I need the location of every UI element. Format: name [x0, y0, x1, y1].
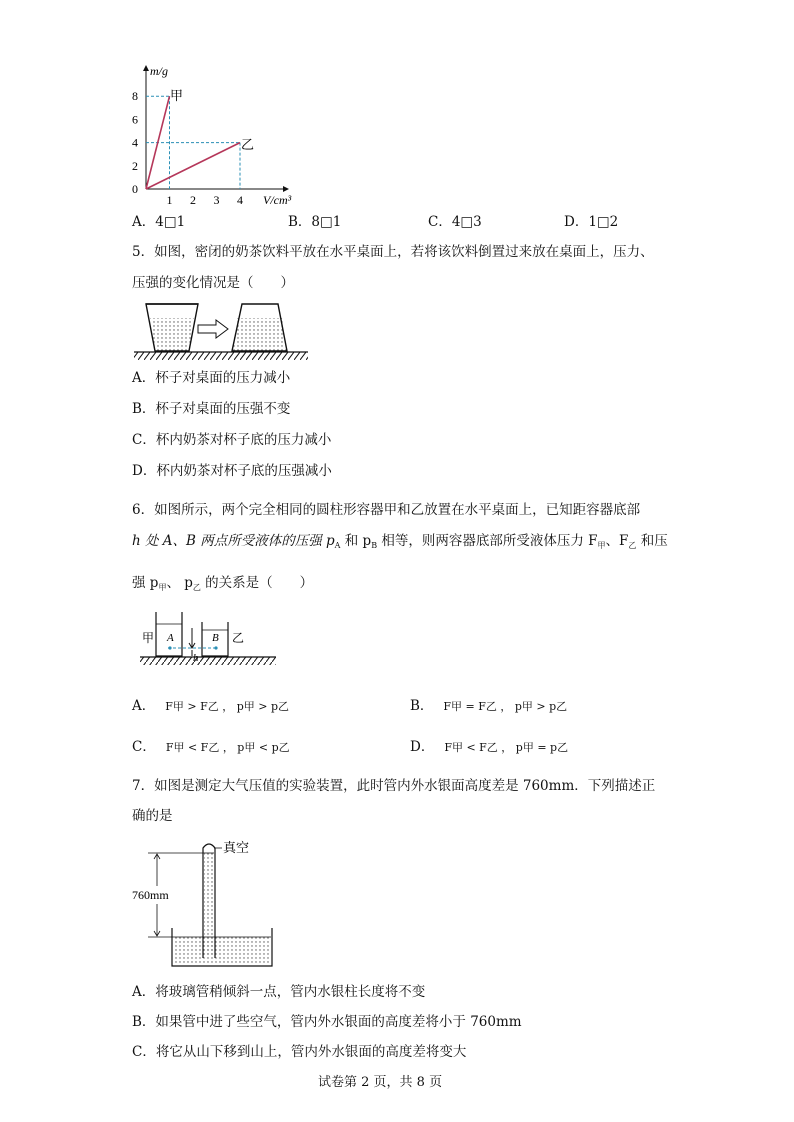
q4-option-d: D．1□2: [564, 214, 619, 230]
q6-stem-line3: 强 $p_甲$、 $p_乙$ 的关系是（ ）: [132, 575, 314, 592]
q6-option-a: A． F甲 > F乙 ， p甲 > p乙: [132, 698, 290, 714]
vacuum-label: 真空: [223, 840, 250, 855]
plot-marks: [146, 96, 240, 189]
q7-option-c: C．将它从山下移到山上，管内外水银面的高度差将变大: [132, 1044, 467, 1060]
x-tick-labels: [167, 193, 244, 207]
q7-option-a: A．将玻璃管稍倾斜一点，管内水银柱长度将不变: [132, 984, 426, 1000]
q6-option-c: C． F甲 < F乙 ， p甲 < p乙: [132, 739, 290, 755]
arrow-icon: [198, 320, 228, 338]
q6-stem-line1: 6．如图所示，两个完全相同的圆柱形容器甲和乙放置在水平桌面上，已知距容器底部: [132, 502, 641, 518]
q5-option-a: A．杯子对桌面的压力减小: [132, 370, 291, 386]
fig-point-b: B: [212, 632, 219, 644]
cup2-liquid: [232, 318, 287, 351]
milk-tea-cup-figure: [132, 296, 312, 362]
two-containers-figure: [140, 606, 290, 668]
q6-stem-line2: h 处 A、B 两点所受液体的压强 $p_A$ 和 $p_B$ 相等，则两容器底部所受液体压力 $F_甲$、$F_乙$ 和压: [132, 533, 668, 550]
y-tick-label: 6: [132, 112, 138, 127]
q4-option-b: B．8□1: [288, 214, 342, 230]
y-tick-label: 0: [132, 182, 138, 196]
y-tick-label: 8: [132, 89, 138, 104]
fig-jia-label: 甲: [142, 631, 155, 645]
cup1-liquid: [150, 318, 194, 351]
q5-stem-line2: 压强的变化情况是（ ）: [132, 275, 294, 291]
x-tick-label: 4: [237, 193, 243, 207]
series-yi-label: 乙: [241, 137, 255, 152]
q7-option-b: B．如果管中进了些空气，管内外水银面的高度差将小于 760mm: [132, 1014, 522, 1030]
q7-stem-line2: 确的是: [132, 808, 173, 824]
q4-option-a: A．4□1: [132, 214, 186, 230]
q5-stem-line1: 5．如图，密闭的奶茶饮料平放在水平桌面上，若将该饮料倒置过来放在桌面上，压力、: [132, 244, 654, 260]
page-footer: 试卷第 2 页，共 8 页: [318, 1075, 443, 1090]
q6-option-b: B． F甲 = F乙 ， p甲 > p乙: [410, 698, 568, 714]
q5-option-c: C．杯内奶茶对杯子底的压力减小: [132, 432, 332, 448]
q7-stem-line1: 7．如图是测定大气压值的实验装置，此时管内外水银面高度差是 760mm．下列描述正: [132, 778, 656, 794]
q5-option-b: B．杯子对桌面的压强不变: [132, 401, 291, 417]
series-line-yi: [146, 143, 240, 189]
series-jia-label: 甲: [170, 88, 184, 103]
height-label: 760mm: [132, 888, 169, 902]
torricelli-figure: [130, 836, 290, 972]
q6-option-d: D． F甲 < F乙 ， p甲 = p乙: [410, 739, 569, 755]
mass-volume-chart: [120, 58, 310, 208]
fig-point-a: A: [167, 632, 174, 644]
x-axis-label: V/cm³: [263, 193, 292, 207]
x-tick-label: 3: [213, 193, 220, 207]
q5-option-d: D．杯内奶茶对杯子底的压强减小: [132, 463, 332, 479]
y-tick-labels: [132, 89, 138, 196]
x-tick-label: 2: [190, 193, 196, 207]
q4-option-c: C．4□3: [428, 214, 482, 230]
series-line-jia: [146, 96, 170, 189]
y-tick-label: 4: [132, 135, 138, 150]
fig-yi-label: 乙: [232, 631, 245, 645]
y-tick-label: 2: [132, 158, 138, 173]
x-tick-label: 1: [166, 193, 173, 207]
y-axis-label: m/g: [150, 64, 168, 78]
